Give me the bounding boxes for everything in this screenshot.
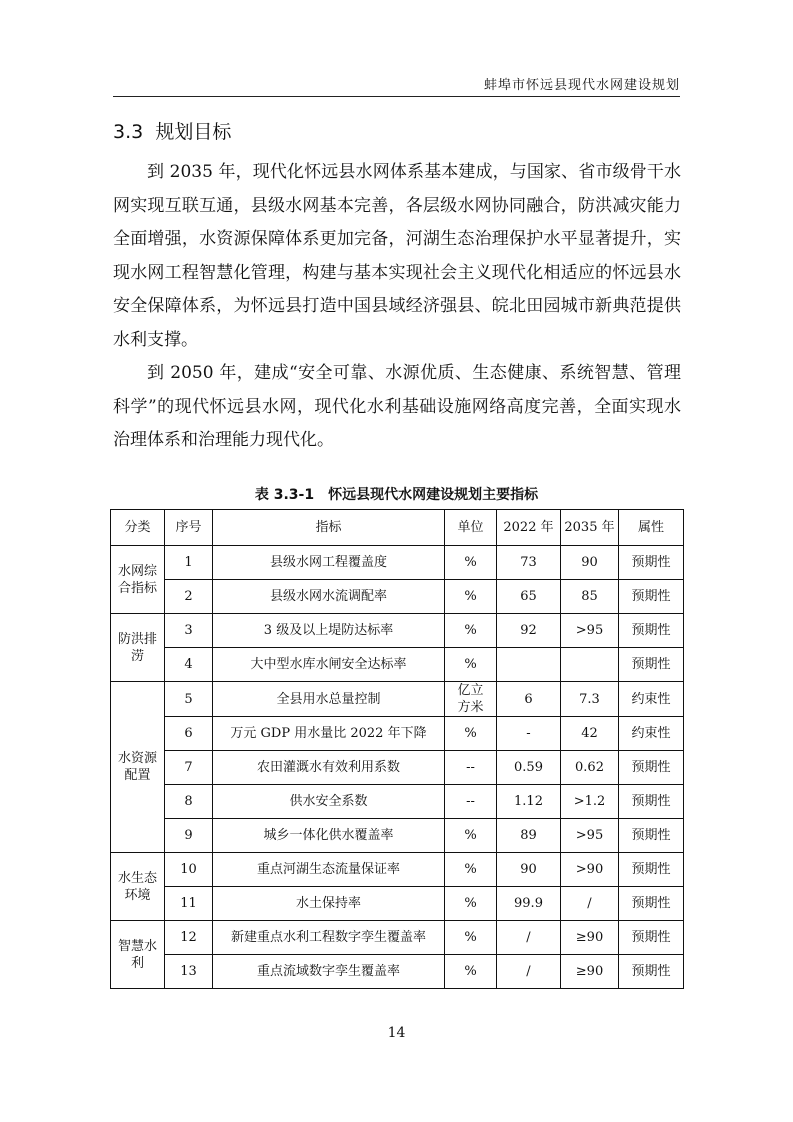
row-unit: % bbox=[445, 819, 497, 853]
table-row bbox=[111, 717, 684, 751]
row-2022: - bbox=[497, 717, 561, 751]
row-attribute: 约束性 bbox=[619, 717, 684, 751]
row-unit: % bbox=[445, 546, 497, 580]
row-unit: % bbox=[445, 853, 497, 887]
row-2022: 92 bbox=[497, 614, 561, 648]
category-cell: 水生态环境 bbox=[111, 853, 165, 921]
row-unit: % bbox=[445, 921, 497, 955]
row-2035: ≥90 bbox=[561, 955, 619, 989]
row-2022: 73 bbox=[497, 546, 561, 580]
table-caption: 表 3.3-1 怀远县现代水网建设规划主要指标 bbox=[254, 487, 539, 503]
row-unit: % bbox=[445, 614, 497, 648]
row-attribute: 预期性 bbox=[619, 648, 684, 682]
row-2035: 85 bbox=[561, 580, 619, 614]
row-2035: 7.3 bbox=[561, 682, 619, 717]
row-no: 2 bbox=[165, 580, 213, 614]
row-no: 11 bbox=[165, 887, 213, 921]
table-row bbox=[111, 785, 684, 819]
row-indicator: 水土保持率 bbox=[213, 887, 445, 921]
section-number: 3.3 bbox=[113, 121, 144, 143]
row-unit: % bbox=[445, 717, 497, 751]
row-no: 3 bbox=[165, 614, 213, 648]
table-row bbox=[111, 546, 684, 580]
col-header-no: 序号 bbox=[165, 510, 213, 546]
row-indicator: 3 级及以上堤防达标率 bbox=[213, 614, 445, 648]
table-row bbox=[111, 682, 684, 717]
table-row bbox=[111, 614, 684, 648]
section-title-text: 规划目标 bbox=[155, 121, 232, 143]
row-indicator: 大中型水库水闸安全达标率 bbox=[213, 648, 445, 682]
header-divider bbox=[113, 96, 680, 97]
section-heading bbox=[113, 117, 231, 144]
row-no: 6 bbox=[165, 717, 213, 751]
row-unit: 亿立方米 bbox=[445, 682, 497, 717]
table-row bbox=[111, 921, 684, 955]
row-2022: / bbox=[497, 921, 561, 955]
running-header-title: 蚌埠市怀远县现代水网建设规划 bbox=[483, 78, 680, 93]
row-indicator: 重点流域数字孪生覆盖率 bbox=[213, 955, 445, 989]
paragraph-2050-goal: 到 2050 年，建成“安全可靠、水源优质、生态健康、系统智慧、管理科学”的现代怀远县水网，现代化水利基础设施网络高度完善，全面实现水治理体系和治理能力现代化。 bbox=[113, 363, 681, 450]
row-2035: 90 bbox=[561, 546, 619, 580]
row-2035: 42 bbox=[561, 717, 619, 751]
row-2022: 89 bbox=[497, 819, 561, 853]
category-cell: 防洪排涝 bbox=[111, 614, 165, 682]
row-2022: 99.9 bbox=[497, 887, 561, 921]
row-attribute: 预期性 bbox=[619, 614, 684, 648]
col-header-indicator: 指标 bbox=[213, 510, 445, 546]
row-2022: 6 bbox=[497, 682, 561, 717]
row-indicator: 县级水网工程覆盖度 bbox=[213, 546, 445, 580]
body-text bbox=[113, 156, 681, 458]
row-attribute: 预期性 bbox=[619, 751, 684, 785]
row-no: 13 bbox=[165, 955, 213, 989]
col-header-attribute: 属性 bbox=[619, 510, 684, 546]
row-attribute: 预期性 bbox=[619, 853, 684, 887]
row-indicator: 新建重点水利工程数字孪生覆盖率 bbox=[213, 921, 445, 955]
table-row bbox=[111, 819, 684, 853]
table-row bbox=[111, 955, 684, 989]
row-attribute: 预期性 bbox=[619, 785, 684, 819]
row-2035: >90 bbox=[561, 853, 619, 887]
row-2022: / bbox=[497, 955, 561, 989]
row-attribute: 预期性 bbox=[619, 546, 684, 580]
row-attribute: 预期性 bbox=[619, 921, 684, 955]
row-no: 9 bbox=[165, 819, 213, 853]
row-2035 bbox=[561, 648, 619, 682]
row-attribute: 预期性 bbox=[619, 887, 684, 921]
row-attribute: 预期性 bbox=[619, 580, 684, 614]
row-no: 1 bbox=[165, 546, 213, 580]
row-2035: ≥90 bbox=[561, 921, 619, 955]
row-no: 12 bbox=[165, 921, 213, 955]
row-no: 4 bbox=[165, 648, 213, 682]
table-row bbox=[111, 887, 684, 921]
row-no: 8 bbox=[165, 785, 213, 819]
table-row bbox=[111, 853, 684, 887]
category-cell: 水资源配置 bbox=[111, 682, 165, 853]
row-attribute: 约束性 bbox=[619, 682, 684, 717]
row-indicator: 农田灌溉水有效利用系数 bbox=[213, 751, 445, 785]
row-unit: -- bbox=[445, 785, 497, 819]
table-row bbox=[111, 580, 684, 614]
indicators-table bbox=[110, 509, 684, 989]
category-cell: 智慧水利 bbox=[111, 921, 165, 989]
row-unit: % bbox=[445, 955, 497, 989]
col-header-2035: 2035 年 bbox=[561, 510, 619, 546]
row-2022: 1.12 bbox=[497, 785, 561, 819]
row-2035: / bbox=[561, 887, 619, 921]
col-header-unit: 单位 bbox=[445, 510, 497, 546]
row-2035: >95 bbox=[561, 819, 619, 853]
table-row bbox=[111, 751, 684, 785]
table-header-row bbox=[111, 510, 684, 546]
row-2035: >95 bbox=[561, 614, 619, 648]
row-no: 5 bbox=[165, 682, 213, 717]
row-unit: % bbox=[445, 580, 497, 614]
row-indicator: 供水安全系数 bbox=[213, 785, 445, 819]
row-2022: 65 bbox=[497, 580, 561, 614]
row-2035: 0.62 bbox=[561, 751, 619, 785]
row-indicator: 县级水网水流调配率 bbox=[213, 580, 445, 614]
row-no: 10 bbox=[165, 853, 213, 887]
category-cell: 水网综合指标 bbox=[111, 546, 165, 614]
row-indicator: 城乡一体化供水覆盖率 bbox=[213, 819, 445, 853]
page-number: 14 bbox=[387, 1025, 406, 1041]
col-header-category: 分类 bbox=[111, 510, 165, 546]
row-indicator: 全县用水总量控制 bbox=[213, 682, 445, 717]
col-header-2022: 2022 年 bbox=[497, 510, 561, 546]
row-no: 7 bbox=[165, 751, 213, 785]
row-2022: 90 bbox=[497, 853, 561, 887]
row-2022 bbox=[497, 648, 561, 682]
row-unit: % bbox=[445, 887, 497, 921]
row-indicator: 重点河湖生态流量保证率 bbox=[213, 853, 445, 887]
row-attribute: 预期性 bbox=[619, 819, 684, 853]
row-attribute: 预期性 bbox=[619, 955, 684, 989]
row-2035: >1.2 bbox=[561, 785, 619, 819]
paragraph-2035-goal: 到 2035 年，现代化怀远县水网体系基本建成，与国家、省市级骨干水网实现互联互通，县级水网基本完善，各层级水网协同融合，防洪减灾能力全面增强，水资源保障体系更加完备，河湖生态治理保护水平显著提升，实现水网工程智慧化管理，构建与基本实现社会主义现代化相适应的怀远县水安全保障体系，为怀远县打造中国县域经济强县、皖北田园城市新典范提供水利支撑。 bbox=[113, 162, 681, 350]
row-indicator: 万元 GDP 用水量比 2022 年下降 bbox=[213, 717, 445, 751]
row-2022: 0.59 bbox=[497, 751, 561, 785]
table-row bbox=[111, 648, 684, 682]
row-unit: -- bbox=[445, 751, 497, 785]
row-unit: % bbox=[445, 648, 497, 682]
